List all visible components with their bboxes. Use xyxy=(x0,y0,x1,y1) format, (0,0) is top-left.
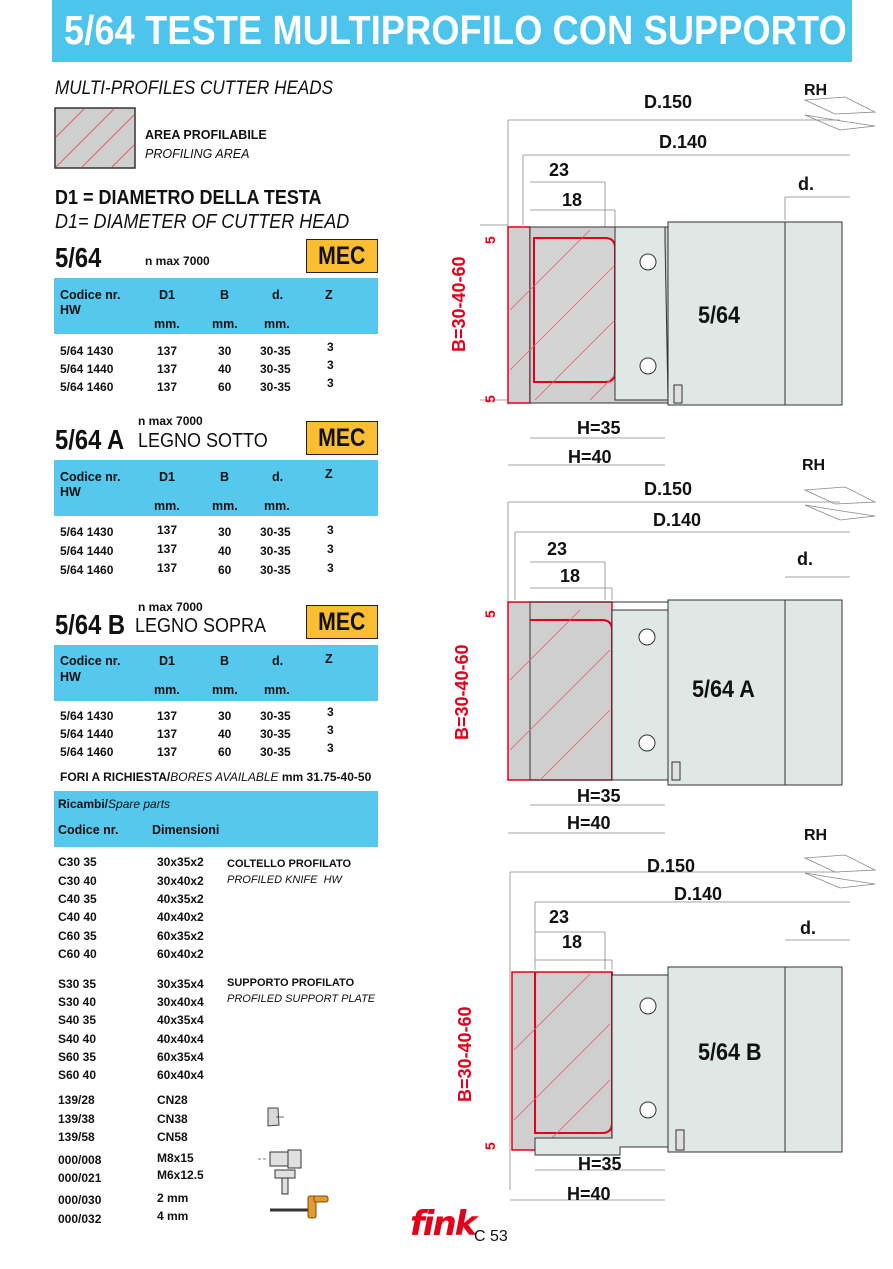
col-z: Z xyxy=(325,467,333,481)
spare-dim: 60x35x4 xyxy=(157,1050,204,1064)
cell-d1: 137 xyxy=(157,542,178,556)
cell-b: 30 xyxy=(218,709,232,723)
col-code: Codice nr. xyxy=(60,470,121,484)
col-code: Codice nr. xyxy=(60,654,121,668)
cell-b: 60 xyxy=(218,380,232,394)
col-z: Z xyxy=(325,288,333,302)
spare-code: C60 35 xyxy=(58,929,97,943)
drawing-label: 5/64 A xyxy=(692,676,755,703)
dim-5-bottom: 5 xyxy=(482,395,498,403)
spare-dim: 40x40x2 xyxy=(157,910,204,924)
spare-code: 000/008 xyxy=(58,1153,102,1167)
dim-18: 18 xyxy=(560,566,581,586)
cell-d: 30-35 xyxy=(260,544,291,558)
spare-code: C40 40 xyxy=(58,910,97,924)
page-number: C 53 xyxy=(474,1228,508,1245)
dim-23: 23 xyxy=(547,539,568,559)
col-b: B xyxy=(220,470,230,484)
cell-z: 3 xyxy=(327,340,334,354)
dim-h35: H=35 xyxy=(577,786,621,806)
dim-h35: H=35 xyxy=(578,1154,622,1174)
cell-d: 30-35 xyxy=(260,525,291,539)
cell-b: 30 xyxy=(218,344,232,358)
support-it: SUPPORTO PROFILATO xyxy=(227,977,355,989)
cell-z: 3 xyxy=(327,741,334,755)
cell-z: 3 xyxy=(327,723,334,737)
cell-b: 40 xyxy=(218,727,232,741)
mec-badge: MEC xyxy=(306,239,378,273)
spare-dim: CN28 xyxy=(157,1093,188,1107)
rh-label: RH xyxy=(804,82,828,99)
cell-d1: 137 xyxy=(157,727,178,741)
spare-dim: M8x15 xyxy=(157,1151,194,1165)
col-b: B xyxy=(220,288,230,302)
dim-h35: H=35 xyxy=(577,418,621,438)
spare-code: 000/032 xyxy=(58,1212,102,1226)
spares-title xyxy=(58,797,170,811)
bores-note xyxy=(60,770,371,784)
cell-d: 30-35 xyxy=(260,344,291,358)
table-header xyxy=(54,645,378,701)
unit: mm. xyxy=(264,317,290,331)
dim-d: d. xyxy=(797,549,813,569)
col-d: d. xyxy=(272,288,284,302)
col-d: d. xyxy=(272,654,284,668)
spare-dim: 30x40x2 xyxy=(157,874,204,888)
legend-it: AREA PROFILABILE xyxy=(145,128,267,142)
cell-b: 60 xyxy=(218,745,232,759)
spare-dim: 40x35x4 xyxy=(157,1013,204,1027)
unit: mm. xyxy=(154,317,180,331)
dim-b: B=30-40-60 xyxy=(455,1006,475,1102)
col-d1: D1 xyxy=(159,654,175,668)
spare-dim: 60x40x2 xyxy=(157,947,204,961)
cell-code: 5/64 1440 xyxy=(60,362,114,376)
cell-d: 30-35 xyxy=(260,727,291,741)
spare-dim: M6x12.5 xyxy=(157,1168,204,1182)
knife-en: PROFILED KNIFE HW xyxy=(227,874,342,886)
spare-code: 139/38 xyxy=(58,1112,95,1126)
hex-key-icon xyxy=(268,1192,330,1220)
spare-dim: 30x35x2 xyxy=(157,855,204,869)
unit: mm. xyxy=(154,683,180,697)
nmax: n max 7000 xyxy=(145,254,210,268)
cell-z: 3 xyxy=(327,561,334,575)
cell-code: 5/64 1430 xyxy=(60,709,114,723)
cell-d1: 137 xyxy=(157,561,178,575)
unit: mm. xyxy=(154,499,180,513)
col-dim: Dimensioni xyxy=(152,823,220,837)
unit: mm. xyxy=(264,499,290,513)
spare-code: C30 40 xyxy=(58,874,97,888)
knife-it: COLTELLO PROFILATO xyxy=(227,858,352,870)
spares-list xyxy=(58,855,238,1235)
spare-dim: CN38 xyxy=(157,1112,188,1126)
cell-code: 5/64 1430 xyxy=(60,525,114,539)
spare-dim: 30x40x4 xyxy=(157,995,204,1009)
cell-z: 3 xyxy=(327,376,334,390)
spares-title-en: Spare parts xyxy=(108,797,171,811)
unit: mm. xyxy=(264,683,290,697)
cell-z: 3 xyxy=(327,705,334,719)
spare-code: S40 40 xyxy=(58,1032,97,1046)
cell-code: 5/64 1440 xyxy=(60,727,114,741)
cell-d1: 137 xyxy=(157,344,178,358)
cutter-drawing xyxy=(440,70,890,470)
cell-d1: 137 xyxy=(157,523,178,537)
col-hw: HW xyxy=(60,485,81,499)
cell-z: 3 xyxy=(327,523,334,537)
cutter-drawing xyxy=(440,820,890,1220)
dim-18: 18 xyxy=(562,932,583,952)
brand-logo: fink xyxy=(410,1204,476,1244)
cell-d: 30-35 xyxy=(260,745,291,759)
table-header xyxy=(54,460,378,516)
drawing-label: 5/64 B xyxy=(698,1039,762,1066)
spare-code: 000/030 xyxy=(58,1193,102,1207)
spare-dim: 30x35x4 xyxy=(157,977,204,991)
table-header xyxy=(54,278,378,334)
col-b: B xyxy=(220,654,230,668)
cell-d: 30-35 xyxy=(260,380,291,394)
rh-label: RH xyxy=(804,827,828,844)
table-body xyxy=(54,340,378,398)
dim-h40: H=40 xyxy=(567,813,611,833)
section-title: 5/64 A xyxy=(55,424,125,455)
cell-d1: 137 xyxy=(157,745,178,759)
cell-d1: 137 xyxy=(157,709,178,723)
bores-it: FORI A RICHIESTA/ xyxy=(60,770,171,784)
dim-5-top: 5 xyxy=(482,610,498,618)
spare-code: S40 35 xyxy=(58,1013,97,1027)
section-subtitle: LEGNO SOTTO xyxy=(138,430,268,452)
unit: mm. xyxy=(212,499,238,513)
cell-code: 5/64 1430 xyxy=(60,344,114,358)
dim-b: B=30-40-60 xyxy=(449,256,469,352)
spare-code: 000/021 xyxy=(58,1171,102,1185)
dim-5-top: 5 xyxy=(482,236,498,244)
cell-code: 5/64 1460 xyxy=(60,563,114,577)
cell-d: 30-35 xyxy=(260,563,291,577)
dim-23: 23 xyxy=(549,907,570,927)
table-body xyxy=(54,705,378,763)
col-code: Codice nr. xyxy=(60,288,121,302)
bores-en: BORES AVAILABLE xyxy=(170,770,279,784)
spare-code: 139/58 xyxy=(58,1130,95,1144)
unit: mm. xyxy=(212,317,238,331)
cell-z: 3 xyxy=(327,542,334,556)
dim-d150: D.150 xyxy=(644,479,693,499)
col-hw: HW xyxy=(60,303,81,317)
dim-d: d. xyxy=(798,174,814,194)
spare-code: C30 35 xyxy=(58,855,97,869)
section-subtitle: LEGNO SOPRA xyxy=(135,615,267,637)
spares-title-it: Ricambi/ xyxy=(58,797,109,811)
dim-d150: D.150 xyxy=(647,856,696,876)
col-code: Codice nr. xyxy=(58,823,119,837)
dim-h40: H=40 xyxy=(567,1184,611,1204)
dim-d140: D.140 xyxy=(659,132,708,152)
spare-dim: 4 mm xyxy=(157,1209,189,1223)
table-body xyxy=(54,525,378,579)
mec-badge: MEC xyxy=(306,605,378,639)
section-title: 5/64 xyxy=(55,242,102,273)
cell-d: 30-35 xyxy=(260,709,291,723)
cell-b: 40 xyxy=(218,544,232,558)
cell-b: 40 xyxy=(218,362,232,376)
spare-dim: CN58 xyxy=(157,1130,188,1144)
spare-code: C40 35 xyxy=(58,892,97,906)
screw-icon xyxy=(258,1148,304,1196)
cell-d1: 137 xyxy=(157,380,178,394)
spare-dim: 2 mm xyxy=(157,1191,189,1205)
cell-d1: 137 xyxy=(157,362,178,376)
subtitle: MULTI-PROFILES CUTTER HEADS xyxy=(55,78,334,99)
rh-label: RH xyxy=(802,457,826,474)
dim-d140: D.140 xyxy=(653,510,702,530)
spare-dim: 60x35x2 xyxy=(157,929,204,943)
dim-h40: H=40 xyxy=(568,447,612,467)
drawing-label: 5/64 xyxy=(698,302,741,329)
mec-badge: MEC xyxy=(306,421,378,455)
d1-note-it: D1 = DIAMETRO DELLA TESTA xyxy=(55,187,322,209)
cell-code: 5/64 1460 xyxy=(60,380,114,394)
spare-code: S30 35 xyxy=(58,977,97,991)
nmax: n max 7000 xyxy=(138,414,203,428)
dim-23: 23 xyxy=(549,160,570,180)
dim-5-bottom: 5 xyxy=(482,1142,498,1150)
spare-dim: 40x35x2 xyxy=(157,892,204,906)
spare-code: S30 40 xyxy=(58,995,97,1009)
cell-d: 30-35 xyxy=(260,362,291,376)
dim-b: B=30-40-60 xyxy=(452,644,472,740)
page-title: 5/64 TESTE MULTIPROFILO CON SUPPORTO xyxy=(64,7,847,53)
support-en: PROFILED SUPPORT PLATE xyxy=(227,993,376,1005)
legend-en: PROFILING AREA xyxy=(145,147,250,161)
spare-code: S60 40 xyxy=(58,1068,97,1082)
cell-code: 5/64 1460 xyxy=(60,745,114,759)
spare-dim: 60x40x4 xyxy=(157,1068,204,1082)
dim-d140: D.140 xyxy=(674,884,723,904)
d1-note-en: D1= DIAMETER OF CUTTER HEAD xyxy=(55,211,350,233)
bores-values: mm 31.75-40-50 xyxy=(278,770,372,784)
spare-dim: 40x40x4 xyxy=(157,1032,204,1046)
col-d1: D1 xyxy=(159,288,175,302)
spares-header xyxy=(54,791,378,847)
cell-code: 5/64 1440 xyxy=(60,544,114,558)
section-title: 5/64 B xyxy=(55,609,126,640)
col-hw: HW xyxy=(60,670,81,684)
col-z: Z xyxy=(325,652,333,666)
nmax: n max 7000 xyxy=(138,600,203,614)
title-banner xyxy=(52,0,852,62)
cell-z: 3 xyxy=(327,358,334,372)
spare-code: S60 35 xyxy=(58,1050,97,1064)
dim-d: d. xyxy=(800,918,816,938)
profiling-area-swatch xyxy=(54,107,136,169)
dim-d150: D.150 xyxy=(644,92,693,112)
cell-b: 60 xyxy=(218,563,232,577)
spare-code: 139/28 xyxy=(58,1093,95,1107)
cell-b: 30 xyxy=(218,525,232,539)
col-d1: D1 xyxy=(159,470,175,484)
wedge-icon xyxy=(265,1105,285,1129)
unit: mm. xyxy=(212,683,238,697)
spare-code: C60 40 xyxy=(58,947,97,961)
col-d: d. xyxy=(272,470,284,484)
dim-18: 18 xyxy=(562,190,583,210)
